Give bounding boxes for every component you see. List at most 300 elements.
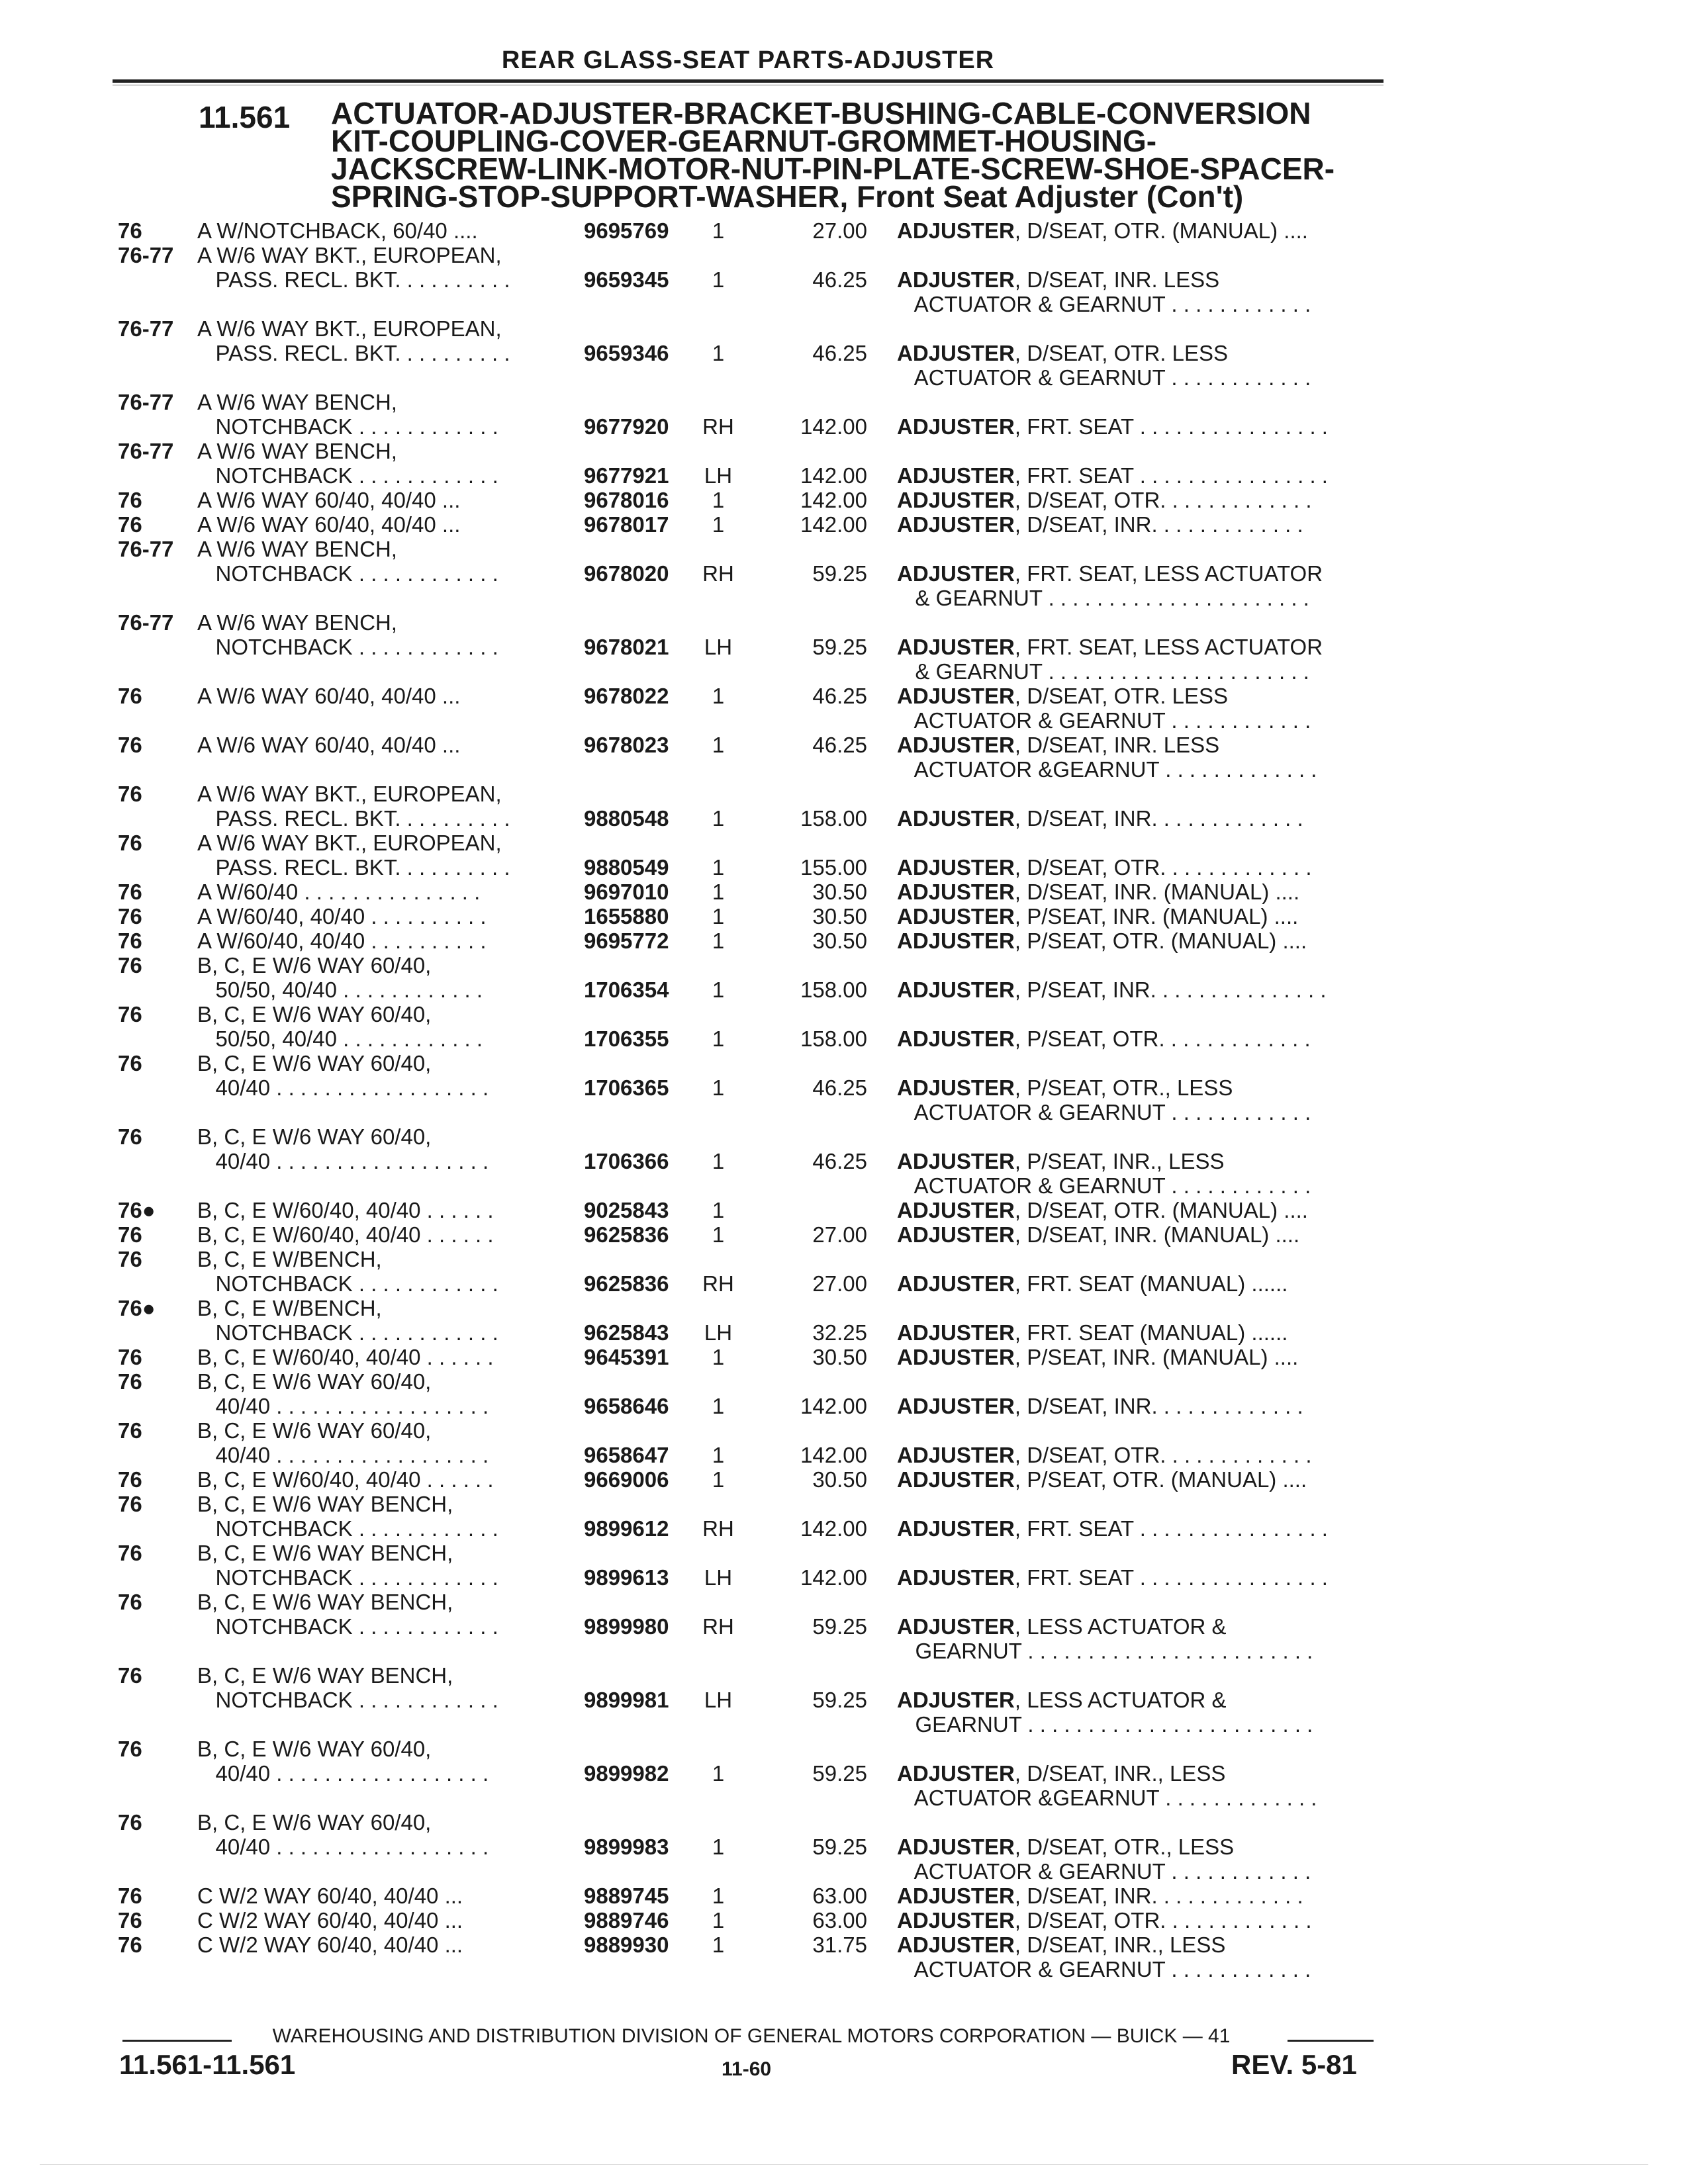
part-number: 9678017 [584, 512, 669, 537]
description [897, 1516, 1380, 1541]
parts-row [0, 1002, 1688, 1051]
quantity: RH [702, 1516, 734, 1541]
application-line: B, C, E W/60/40, 40/40 . . . . . . [197, 1198, 494, 1222]
model-year: 76 [118, 218, 142, 243]
model-year: 76 [118, 1810, 142, 1835]
application-line: B, C, E W/6 WAY 60/40, [197, 1737, 432, 1761]
quantity: 1 [712, 1075, 725, 1100]
model-year: 76 [118, 1492, 142, 1516]
quantity: 1 [712, 1933, 725, 1957]
model-year: 76 [118, 1418, 142, 1443]
description [897, 855, 1380, 880]
quantity: 1 [712, 1345, 725, 1369]
model-year: 76 [118, 1933, 142, 1957]
price: 27.00 [812, 1271, 867, 1296]
description-line: ADJUSTER, D/SEAT, INR., LESS [897, 1933, 1226, 1957]
description-line: ACTUATOR & GEARNUT . . . . . . . . . . . . [897, 365, 1311, 390]
application [197, 218, 568, 243]
application [197, 831, 568, 880]
quantity: LH [704, 635, 733, 659]
application [197, 904, 568, 929]
model-year: 76 [118, 1002, 142, 1026]
parts-row [0, 782, 1688, 831]
part-number: 9625836 [584, 1222, 669, 1247]
description [897, 1320, 1380, 1345]
application-line: NOTCHBACK . . . . . . . . . . . . [197, 561, 498, 586]
application-line: 40/40 . . . . . . . . . . . . . . . . . . [197, 1075, 489, 1100]
application [197, 684, 568, 708]
description [897, 1443, 1380, 1467]
description-line: ADJUSTER, D/SEAT, OTR. . . . . . . . . . . . . [897, 1908, 1312, 1933]
description [897, 978, 1380, 1002]
application-line: A W/60/40 . . . . . . . . . . . . . . . [197, 880, 481, 904]
price: 142.00 [800, 1394, 867, 1418]
application [197, 488, 568, 512]
parts-row [0, 610, 1688, 684]
model-year: 76-77 [118, 390, 174, 414]
application-line: 40/40 . . . . . . . . . . . . . . . . . . [197, 1761, 489, 1786]
price: 158.00 [800, 978, 867, 1002]
application-line: A W/6 WAY BKT., EUROPEAN, [197, 243, 502, 267]
application-line: B, C, E W/60/40, 40/40 . . . . . . [197, 1222, 494, 1247]
description-line: ADJUSTER, P/SEAT, OTR. (MANUAL) .... [897, 1467, 1307, 1492]
description [897, 806, 1380, 831]
parts-row [0, 953, 1688, 1002]
footer-revision: REV. 5-81 [1231, 2049, 1357, 2080]
description [897, 561, 1380, 610]
quantity: 1 [712, 929, 725, 953]
part-number: 9659345 [584, 267, 669, 292]
quantity: LH [704, 1320, 733, 1345]
application [197, 1810, 568, 1859]
application [197, 1345, 568, 1369]
application [197, 1051, 568, 1100]
part-number: 9678021 [584, 635, 669, 659]
price: 46.25 [812, 267, 867, 292]
quantity: RH [702, 1271, 734, 1296]
application [197, 1933, 568, 1957]
part-number: 9659346 [584, 341, 669, 365]
description [897, 488, 1380, 512]
model-year: 76 [118, 1541, 142, 1565]
description-line: ACTUATOR & GEARNUT . . . . . . . . . . . . [897, 292, 1311, 316]
model-year: 76 [118, 1369, 142, 1394]
parts-row [0, 1884, 1688, 1908]
description-line: ACTUATOR & GEARNUT . . . . . . . . . . . . [897, 708, 1311, 733]
application-line: B, C, E W/6 WAY 60/40, [197, 1418, 432, 1443]
part-number: 1655880 [584, 904, 669, 929]
application-line: B, C, E W/BENCH, [197, 1296, 382, 1320]
description-line: ADJUSTER, D/SEAT, OTR., LESS [897, 1835, 1235, 1859]
application [197, 733, 568, 757]
price: 142.00 [800, 1565, 867, 1590]
description-line: ADJUSTER, P/SEAT, INR. (MANUAL) .... [897, 1345, 1299, 1369]
quantity: 1 [712, 1443, 725, 1467]
description-line: ADJUSTER, D/SEAT, INR. . . . . . . . . . . . . [897, 512, 1303, 537]
model-year: 76-77 [118, 610, 174, 635]
application [197, 1369, 568, 1418]
part-number: 9880548 [584, 806, 669, 831]
quantity: RH [702, 561, 734, 586]
application-line: NOTCHBACK . . . . . . . . . . . . [197, 1565, 498, 1590]
application-line: NOTCHBACK . . . . . . . . . . . . [197, 414, 498, 439]
part-number: 9677920 [584, 414, 669, 439]
description-line: ADJUSTER, D/SEAT, INR. LESS [897, 267, 1220, 292]
description-line: ACTUATOR & GEARNUT . . . . . . . . . . . . [897, 1100, 1311, 1124]
model-year: 76-77 [118, 537, 174, 561]
price: 30.50 [812, 1467, 867, 1492]
application [197, 243, 568, 292]
model-year: 76 [118, 831, 142, 855]
part-number: 9889930 [584, 1933, 669, 1957]
application-line: NOTCHBACK . . . . . . . . . . . . [197, 1516, 498, 1541]
description [897, 218, 1380, 243]
footer-rule-right [1288, 2040, 1374, 2042]
price: 27.00 [812, 1222, 867, 1247]
scan-edge [40, 2164, 1648, 2165]
description [897, 1198, 1380, 1222]
application-line: A W/60/40, 40/40 . . . . . . . . . . [197, 904, 487, 929]
application-line: B, C, E W/6 WAY BENCH, [197, 1492, 453, 1516]
price: 27.00 [812, 218, 867, 243]
application [197, 1198, 568, 1222]
parts-row [0, 1737, 1688, 1810]
application-line: NOTCHBACK . . . . . . . . . . . . [197, 1688, 498, 1712]
description-line: ADJUSTER, D/SEAT, OTR. (MANUAL) .... [897, 218, 1308, 243]
price: 59.25 [812, 561, 867, 586]
application [197, 1247, 568, 1296]
application-line: A W/6 WAY BKT., EUROPEAN, [197, 782, 502, 806]
price: 142.00 [800, 512, 867, 537]
description-line: & GEARNUT . . . . . . . . . . . . . . . . . . . . . . [897, 586, 1309, 610]
application-line: PASS. RECL. BKT. . . . . . . . . . [197, 341, 510, 365]
parts-row [0, 1663, 1688, 1737]
description-line: ADJUSTER, D/SEAT, INR. . . . . . . . . . . . . [897, 1394, 1303, 1418]
application-line: A W/6 WAY 60/40, 40/40 ... [197, 512, 461, 537]
description-line: ADJUSTER, P/SEAT, OTR. (MANUAL) .... [897, 929, 1307, 953]
parts-row [0, 512, 1688, 537]
parts-row [0, 1590, 1688, 1663]
part-number: 9880549 [584, 855, 669, 880]
quantity: LH [704, 1688, 733, 1712]
parts-row [0, 1908, 1688, 1933]
description-line: ADJUSTER, D/SEAT, OTR. LESS [897, 341, 1228, 365]
application-line: A W/6 WAY BENCH, [197, 537, 397, 561]
parts-row [0, 1345, 1688, 1369]
description [897, 1761, 1380, 1810]
quantity: 1 [712, 1835, 725, 1859]
description-line: ACTUATOR & GEARNUT . . . . . . . . . . . . [897, 1957, 1311, 1981]
price: 30.50 [812, 880, 867, 904]
parts-row [0, 684, 1688, 733]
group-heading-line: KIT-COUPLING-COVER-GEARNUT-GROMMET-HOUSING- [331, 124, 1157, 158]
description-line: GEARNUT . . . . . . . . . . . . . . . . . . . . . . . . [897, 1712, 1313, 1737]
price: 142.00 [800, 488, 867, 512]
part-number: 9625836 [584, 1271, 669, 1296]
part-number: 1706355 [584, 1026, 669, 1051]
application-line: B, C, E W/6 WAY 60/40, [197, 1002, 432, 1026]
application-line: B, C, E W/6 WAY 60/40, [197, 953, 432, 978]
application-line: B, C, E W/BENCH, [197, 1247, 382, 1271]
price: 59.25 [812, 1835, 867, 1859]
parts-row [0, 929, 1688, 953]
parts-row [0, 904, 1688, 929]
application [197, 782, 568, 831]
model-year: 76 [118, 512, 142, 537]
description-line: ADJUSTER, P/SEAT, INR. . . . . . . . . . . . . . . [897, 978, 1327, 1002]
quantity: 1 [712, 488, 725, 512]
description-line: ADJUSTER, D/SEAT, INR., LESS [897, 1761, 1226, 1786]
description [897, 512, 1380, 537]
application-line: B, C, E W/6 WAY BENCH, [197, 1541, 453, 1565]
application [197, 1002, 568, 1051]
description [897, 929, 1380, 953]
parts-row [0, 880, 1688, 904]
description [897, 1026, 1380, 1051]
application-line: PASS. RECL. BKT. . . . . . . . . . [197, 267, 510, 292]
part-number: 9678022 [584, 684, 669, 708]
price: 63.00 [812, 1908, 867, 1933]
parts-row [0, 243, 1688, 316]
parts-row [0, 733, 1688, 782]
description-line: ACTUATOR & GEARNUT . . . . . . . . . . . . [897, 1859, 1311, 1884]
price: 59.25 [812, 635, 867, 659]
model-year: 76 [118, 733, 142, 757]
parts-row [0, 831, 1688, 880]
model-year: 76● [118, 1296, 156, 1320]
application-line: 50/50, 40/40 . . . . . . . . . . . . [197, 978, 483, 1002]
application-line: A W/6 WAY 60/40, 40/40 ... [197, 488, 461, 512]
quantity: 1 [712, 1908, 725, 1933]
quantity: 1 [712, 218, 725, 243]
application-line: A W/6 WAY BKT., EUROPEAN, [197, 316, 502, 341]
quantity: 1 [712, 1026, 725, 1051]
price: 142.00 [800, 1443, 867, 1467]
description-line: ADJUSTER, FRT. SEAT (MANUAL) ...... [897, 1271, 1288, 1296]
description [897, 1884, 1380, 1908]
model-year: 76 [118, 1663, 142, 1688]
application [197, 512, 568, 537]
part-number: 9658646 [584, 1394, 669, 1418]
description-line: ADJUSTER, FRT. SEAT, LESS ACTUATOR [897, 561, 1323, 586]
parts-row [0, 1541, 1688, 1590]
description [897, 1835, 1380, 1884]
price: 46.25 [812, 684, 867, 708]
quantity: 1 [712, 1884, 725, 1908]
parts-row [0, 1369, 1688, 1418]
description-line: ADJUSTER, D/SEAT, OTR. . . . . . . . . . . . . [897, 488, 1312, 512]
description [897, 1467, 1380, 1492]
description-line: ADJUSTER, D/SEAT, INR. . . . . . . . . . . . . [897, 1884, 1303, 1908]
price: 158.00 [800, 1026, 867, 1051]
part-number: 1706366 [584, 1149, 669, 1173]
description [897, 341, 1380, 390]
price: 59.25 [812, 1761, 867, 1786]
application [197, 1296, 568, 1345]
quantity: 1 [712, 1761, 725, 1786]
description [897, 414, 1380, 439]
quantity: 1 [712, 512, 725, 537]
price: 31.75 [812, 1933, 867, 1957]
price: 32.25 [812, 1320, 867, 1345]
page-title: REAR GLASS-SEAT PARTS-ADJUSTER [501, 46, 995, 74]
part-number: 9677921 [584, 463, 669, 488]
parts-row [0, 316, 1688, 390]
application-line: B, C, E W/6 WAY 60/40, [197, 1810, 432, 1835]
part-number: 9899613 [584, 1565, 669, 1590]
description-line: ADJUSTER, LESS ACTUATOR & [897, 1688, 1227, 1712]
description-line: ACTUATOR &GEARNUT . . . . . . . . . . . . . [897, 757, 1317, 782]
part-number: 9899983 [584, 1835, 669, 1859]
model-year: 76-77 [118, 439, 174, 463]
application-line: A W/6 WAY 60/40, 40/40 ... [197, 733, 461, 757]
model-year: 76 [118, 1737, 142, 1761]
description-line: ADJUSTER, LESS ACTUATOR & [897, 1614, 1227, 1639]
description-line: ADJUSTER, D/SEAT, INR. (MANUAL) .... [897, 880, 1300, 904]
quantity: 1 [712, 1394, 725, 1418]
application [197, 1908, 568, 1933]
part-number: 9899612 [584, 1516, 669, 1541]
part-number: 9678020 [584, 561, 669, 586]
description-line: ADJUSTER, P/SEAT, OTR. . . . . . . . . . . . . [897, 1026, 1311, 1051]
application-line: 50/50, 40/40 . . . . . . . . . . . . [197, 1026, 483, 1051]
description-line: ADJUSTER, FRT. SEAT, LESS ACTUATOR [897, 635, 1323, 659]
price: 63.00 [812, 1884, 867, 1908]
model-year: 76 [118, 953, 142, 978]
description [897, 463, 1380, 488]
application-line: NOTCHBACK . . . . . . . . . . . . [197, 1614, 498, 1639]
description [897, 635, 1380, 684]
description [897, 904, 1380, 929]
part-number: 1706354 [584, 978, 669, 1002]
model-year: 76 [118, 1884, 142, 1908]
description [897, 1222, 1380, 1247]
quantity: 1 [712, 1222, 725, 1247]
application [197, 1737, 568, 1786]
quantity: RH [702, 414, 734, 439]
application [197, 537, 568, 586]
description-line: ADJUSTER, FRT. SEAT . . . . . . . . . . . . . . . . [897, 1516, 1328, 1541]
application-line: 40/40 . . . . . . . . . . . . . . . . . . [197, 1835, 489, 1859]
application [197, 316, 568, 365]
application [197, 880, 568, 904]
part-number: 9899981 [584, 1688, 669, 1712]
application [197, 1884, 568, 1908]
quantity: 1 [712, 1198, 725, 1222]
application-line: B, C, E W/60/40, 40/40 . . . . . . [197, 1467, 494, 1492]
parts-row [0, 1124, 1688, 1198]
footer-division: WAREHOUSING AND DISTRIBUTION DIVISION OF GENERAL MOTORS CORPORATION — BUICK — 41 [272, 2025, 1231, 2047]
price: 30.50 [812, 904, 867, 929]
application-line: A W/6 WAY BENCH, [197, 439, 397, 463]
parts-row [0, 1933, 1688, 1981]
parts-row [0, 1492, 1688, 1541]
application-line: NOTCHBACK . . . . . . . . . . . . [197, 463, 498, 488]
description-line: ADJUSTER, D/SEAT, OTR. LESS [897, 684, 1228, 708]
model-year: 76 [118, 1908, 142, 1933]
price: 30.50 [812, 1345, 867, 1369]
application-line: B, C, E W/6 WAY 60/40, [197, 1124, 432, 1149]
model-year: 76 [118, 1051, 142, 1075]
parts-row [0, 1051, 1688, 1124]
description-line: ACTUATOR & GEARNUT . . . . . . . . . . . . [897, 1173, 1311, 1198]
application [197, 1124, 568, 1173]
part-number: 9695769 [584, 218, 669, 243]
group-heading [331, 96, 1390, 214]
header-rule [113, 79, 1383, 83]
description-line: ADJUSTER, D/SEAT, INR. . . . . . . . . . . . . [897, 806, 1303, 831]
description [897, 1394, 1380, 1418]
model-year: 76 [118, 904, 142, 929]
part-number: 9889746 [584, 1908, 669, 1933]
price: 46.25 [812, 341, 867, 365]
application-line: A W/60/40, 40/40 . . . . . . . . . . [197, 929, 487, 953]
price: 142.00 [800, 463, 867, 488]
application [197, 610, 568, 659]
application-line: PASS. RECL. BKT. . . . . . . . . . [197, 855, 510, 880]
part-number: 9899980 [584, 1614, 669, 1639]
application [197, 953, 568, 1002]
application-line: C W/2 WAY 60/40, 40/40 ... [197, 1884, 463, 1908]
application-line: C W/2 WAY 60/40, 40/40 ... [197, 1908, 463, 1933]
application-line: PASS. RECL. BKT. . . . . . . . . . [197, 806, 510, 831]
application [197, 1541, 568, 1590]
price: 59.25 [812, 1688, 867, 1712]
application-line: A W/NOTCHBACK, 60/40 .... [197, 218, 478, 243]
application [197, 1590, 568, 1639]
description-line: ADJUSTER, FRT. SEAT . . . . . . . . . . . . . . . . [897, 1565, 1328, 1590]
parts-row [0, 1198, 1688, 1222]
description-line: & GEARNUT . . . . . . . . . . . . . . . . . . . . . . [897, 659, 1309, 684]
price: 158.00 [800, 806, 867, 831]
application [197, 439, 568, 488]
application [197, 929, 568, 953]
part-number: 9899982 [584, 1761, 669, 1786]
description-line: ADJUSTER, D/SEAT, OTR. (MANUAL) .... [897, 1198, 1308, 1222]
description [897, 1075, 1380, 1124]
description-line: ADJUSTER, D/SEAT, INR. LESS [897, 733, 1220, 757]
parts-row [0, 1418, 1688, 1467]
application-line: NOTCHBACK . . . . . . . . . . . . [197, 1320, 498, 1345]
application-line: B, C, E W/60/40, 40/40 . . . . . . [197, 1345, 494, 1369]
quantity: 1 [712, 1467, 725, 1492]
parts-row [0, 1247, 1688, 1296]
price: 142.00 [800, 414, 867, 439]
application-line: NOTCHBACK . . . . . . . . . . . . [197, 1271, 498, 1296]
application-line: A W/6 WAY BKT., EUROPEAN, [197, 831, 502, 855]
application [197, 1222, 568, 1247]
description-line: ADJUSTER, P/SEAT, INR. (MANUAL) .... [897, 904, 1299, 929]
application-line: A W/6 WAY BENCH, [197, 390, 397, 414]
parts-row [0, 1810, 1688, 1884]
group-heading-line: SPRING-STOP-SUPPORT-WASHER, Front Seat Adjuster (Con't) [331, 179, 1244, 214]
quantity: 1 [712, 733, 725, 757]
part-number: 9695772 [584, 929, 669, 953]
quantity: 1 [712, 341, 725, 365]
quantity: 1 [712, 855, 725, 880]
parts-row [0, 439, 1688, 488]
price: 59.25 [812, 1614, 867, 1639]
part-number: 9669006 [584, 1467, 669, 1492]
description-line: ADJUSTER, FRT. SEAT (MANUAL) ...... [897, 1320, 1288, 1345]
model-year: 76 [118, 684, 142, 708]
description [897, 1345, 1380, 1369]
part-number: 9889745 [584, 1884, 669, 1908]
description [897, 1271, 1380, 1296]
price: 46.25 [812, 1075, 867, 1100]
application [197, 1467, 568, 1492]
price: 30.50 [812, 929, 867, 953]
